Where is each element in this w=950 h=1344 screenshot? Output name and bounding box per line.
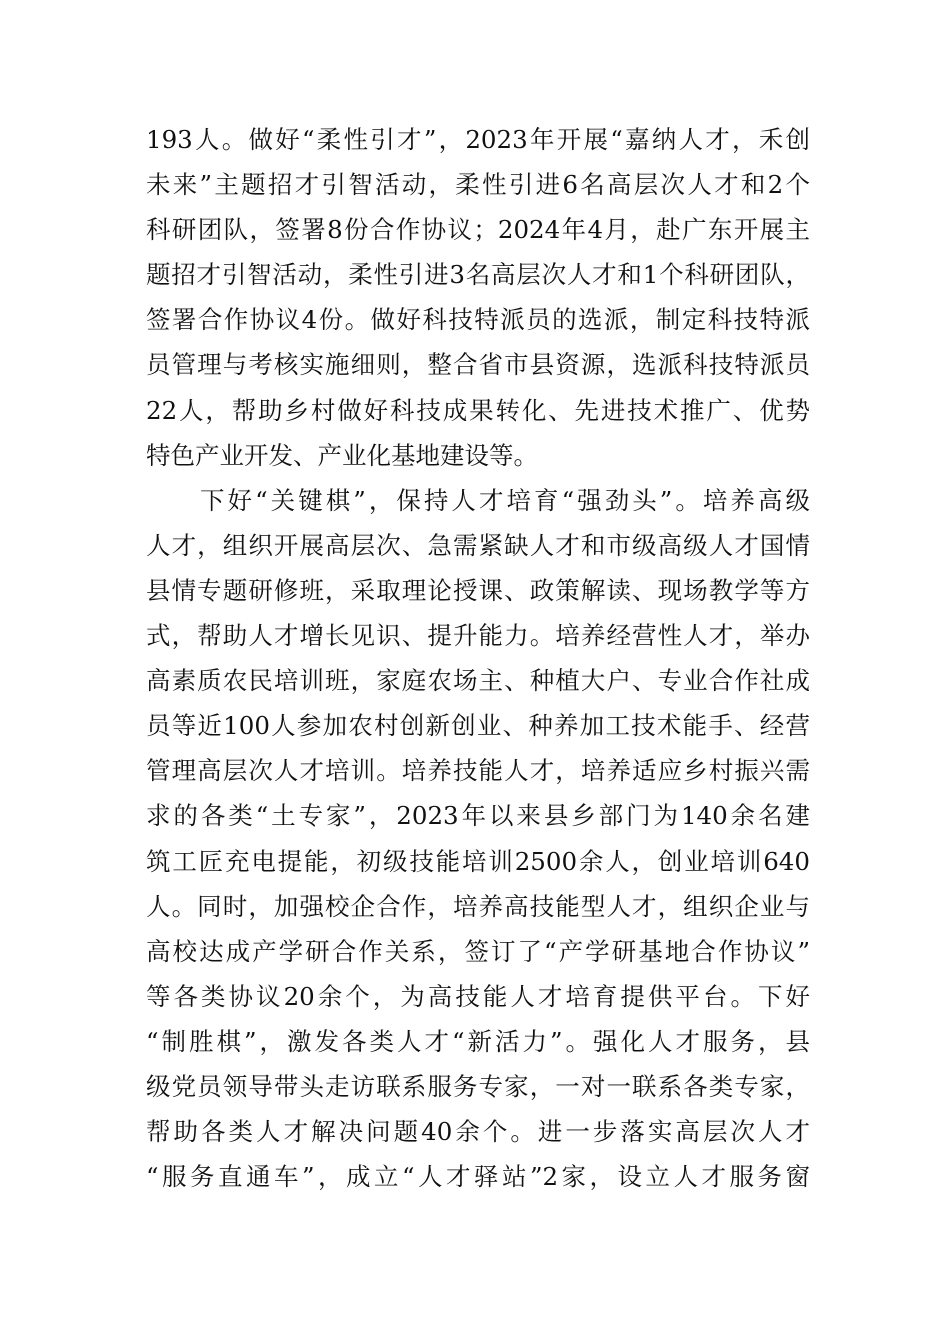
text-line: 县情专题研修班，采取理论授课、政策解读、现场教学等方	[146, 575, 810, 605]
text-line: “制胜棋”，激发各类人才“新活力”。强化人才服务，县	[146, 1026, 810, 1056]
text-line: 特色产业开发、产业化基地建设等。	[146, 440, 538, 470]
text-line: 求的各类“土专家”，2023年以来县乡部门为140余名建	[146, 801, 810, 831]
text-line: 未来”主题招才引智活动，柔性引进6名高层次人才和2个	[146, 170, 810, 200]
text-line: 科研团队，签署8份合作协议；2024年4月，赴广东开展主	[146, 215, 810, 245]
text-line: 193人。做好“柔性引才”，2023年开展“嘉纳人才，禾创	[146, 125, 810, 154]
text-line: 高校达成产学研合作关系，签订了“产学研基地合作协议”	[146, 936, 810, 966]
text-line: 级党员领导带头走访联系服务专家，一对一联系各类专家，	[146, 1071, 810, 1101]
text-line: 管理高层次人才培训。培养技能人才，培养适应乡村振兴需	[146, 756, 810, 786]
text-line: 式，帮助人才增长见识、提升能力。培养经营性人才，举办	[146, 621, 810, 651]
text-line: 高素质农民培训班，家庭农场主、种植大户、专业合作社成	[146, 666, 810, 696]
paragraph-first-line: 下好“关键棋”，保持人才培育“强劲头”。培养高级	[200, 485, 810, 515]
text-line: 题招才引智活动，柔性引进3名高层次人才和1个科研团队，	[146, 260, 810, 290]
text-line: 员等近100人参加农村创新创业、种养加工技术能手、经营	[146, 711, 810, 741]
text-line: 等各类协议20余个，为高技能人才培育提供平台。下好	[146, 981, 810, 1011]
body-text	[146, 117, 810, 1199]
text-line: 帮助各类人才解决问题40余个。进一步落实高层次人才	[146, 1117, 810, 1147]
text-line: 员管理与考核实施细则，整合省市县资源，选派科技特派员	[146, 350, 810, 380]
text-line: 签署合作协议4份。做好科技特派员的选派，制定科技特派	[146, 305, 810, 335]
text-line: 22人，帮助乡村做好科技成果转化、先进技术推广、优势	[146, 395, 810, 425]
text-line: 人才，组织开展高层次、急需紧缺人才和市级高级人才国情	[146, 530, 810, 560]
text-line: 筑工匠充电提能，初级技能培训2500余人，创业培训640	[146, 846, 810, 876]
text-line: 人。同时，加强校企合作，培养高技能型人才，组织企业与	[146, 891, 810, 921]
text-line: “服务直通车”，成立“人才驿站”2家，设立人才服务窗	[146, 1162, 810, 1192]
